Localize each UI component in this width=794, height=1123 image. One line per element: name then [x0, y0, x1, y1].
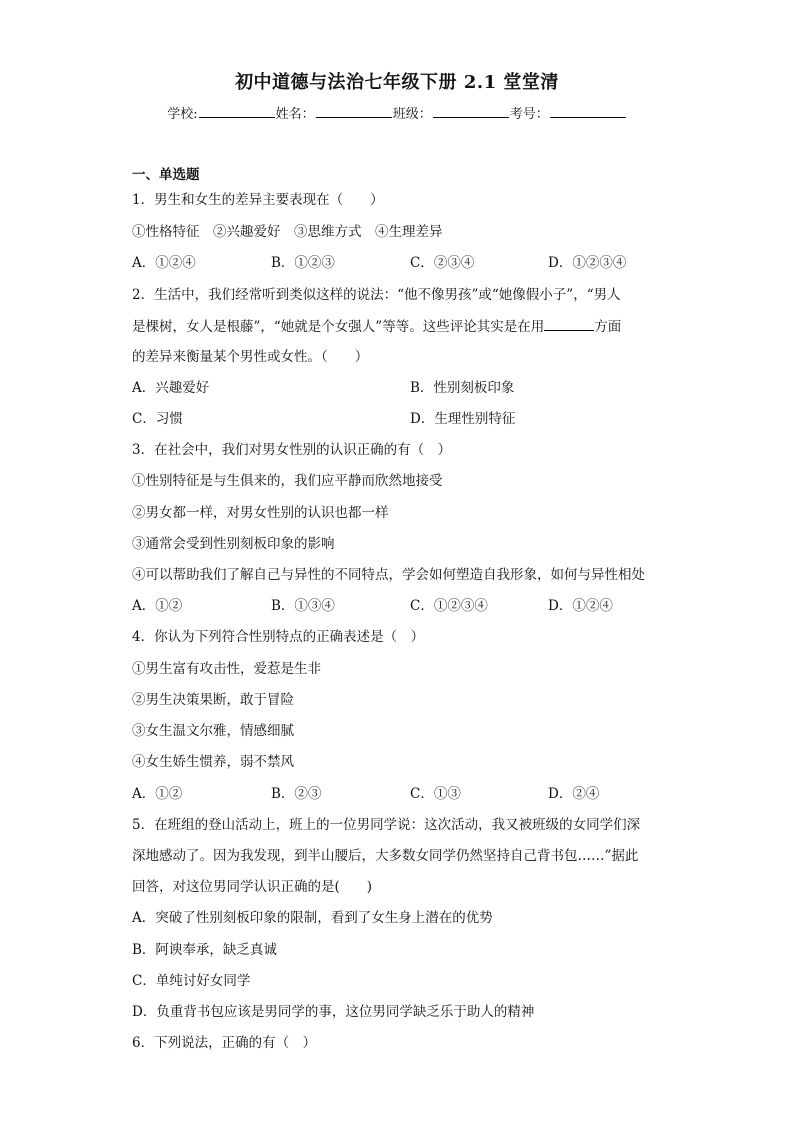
q2-option-a[interactable]: A．兴趣爱好 [132, 380, 210, 396]
q2-option-c[interactable]: C．习惯 [132, 411, 183, 427]
q2-line2-tail: 方面 [594, 319, 622, 335]
number-blank[interactable] [550, 104, 626, 118]
q1-option-a[interactable]: A．①②④ [132, 255, 196, 271]
q4-option-c[interactable]: C．①③ [410, 786, 461, 802]
q3-option-d[interactable]: D．①②④ [548, 598, 613, 614]
name-label: 姓名： [275, 107, 315, 122]
q3-option-b[interactable]: B．①③④ [271, 598, 335, 614]
q3-option-c[interactable]: C．①②③④ [410, 598, 488, 614]
q2-line2-text: 是棵树，女人是根藤”，“她就是个女强人”等等。这些评论其实是在用 [132, 319, 545, 335]
q1-stem: 1．男生和女生的差异主要表现在（ ） [132, 192, 384, 208]
q1-option-b[interactable]: B．①②③ [271, 255, 335, 271]
q2-line3: 的差异来衡量某个男性或女性。（ ） [132, 349, 369, 365]
q5-option-b[interactable]: B．阿谀奉承，缺乏真诚 [132, 942, 277, 958]
q5-line1: 5．在班组的登山活动上，班上的一位男同学说：这次活动，我又被班级的女同学们深 [132, 817, 641, 833]
q4-option-d[interactable]: D．②④ [548, 786, 600, 802]
q3-stem: 3．在社会中，我们对男女性别的认识正确的有（ ） [132, 442, 452, 458]
q6-stem: 6．下列说法，正确的有（ ） [132, 1035, 317, 1051]
page-title: 初中道德与法治七年级下册 2.1 堂堂清 [235, 72, 559, 93]
q3-statement-2: ②男女都一样，对男女性别的认识也都一样 [132, 505, 389, 521]
q5-line3: 回答，对这位男同学认识正确的是( ) [132, 879, 373, 895]
q3-option-a[interactable]: A．①② [132, 598, 183, 614]
section-heading: 一、单选题 [132, 167, 200, 183]
q5-line2: 深地感动了。因为我发现，到半山腰后，大多数女同学仍然坚持自己背书包……”据此 [132, 848, 639, 864]
q2-option-b[interactable]: B．性别刻板印象 [410, 380, 515, 396]
q5-option-c[interactable]: C．单纯讨好女同学 [132, 973, 251, 989]
q1-items: ①性格特征 ②兴趣爱好 ③思维方式 ④生理差异 [132, 224, 443, 240]
q4-statement-1: ①男生富有攻击性，爱惹是生非 [132, 661, 321, 677]
q5-option-a[interactable]: A．突破了性别刻板印象的限制，看到了女生身上潜在的优势 [132, 910, 493, 926]
q2-option-d[interactable]: D．生理性别特征 [410, 411, 516, 427]
name-blank[interactable] [316, 104, 392, 118]
q1-option-c[interactable]: C．②③④ [410, 255, 475, 271]
q5-option-d[interactable]: D．负重背书包应该是男同学的事，这位男同学缺乏乐于助人的精神 [132, 1004, 535, 1020]
q4-statement-2: ②男生决策果断，敢于冒险 [132, 692, 294, 708]
q3-statement-1: ①性别特征是与生俱来的，我们应平静而欣然地接受 [132, 473, 443, 489]
class-blank[interactable] [433, 104, 509, 118]
q2-fill-blank [544, 317, 594, 331]
school-blank[interactable] [199, 104, 275, 118]
q3-statement-4: ④可以帮助我们了解自己与异性的不同特点，学会如何塑造自我形象，如何与异性相处 [132, 567, 645, 583]
q4-option-b[interactable]: B．②③ [271, 786, 322, 802]
q2-line2 [132, 317, 621, 336]
q4-statement-3: ③女生温文尔雅，情感细腻 [132, 723, 294, 739]
school-label: 学校: [167, 107, 198, 122]
q1-option-d[interactable]: D．①②③④ [548, 255, 627, 271]
q2-line1: 2．生活中，我们经常听到类似这样的说法：“他不像男孩”或“她像假小子”，“男人 [132, 287, 621, 303]
q4-statement-4: ④女生娇生惯养，弱不禁风 [132, 754, 294, 770]
q3-statement-3: ③通常会受到性别刻板印象的影响 [132, 536, 335, 552]
number-label: 考号： [509, 107, 549, 122]
q4-option-a[interactable]: A．①② [132, 786, 183, 802]
student-info-line [0, 103, 794, 122]
q4-stem: 4．你认为下列符合性别特点的正确表述是（ ） [132, 629, 425, 645]
class-label: 班级： [392, 107, 432, 122]
